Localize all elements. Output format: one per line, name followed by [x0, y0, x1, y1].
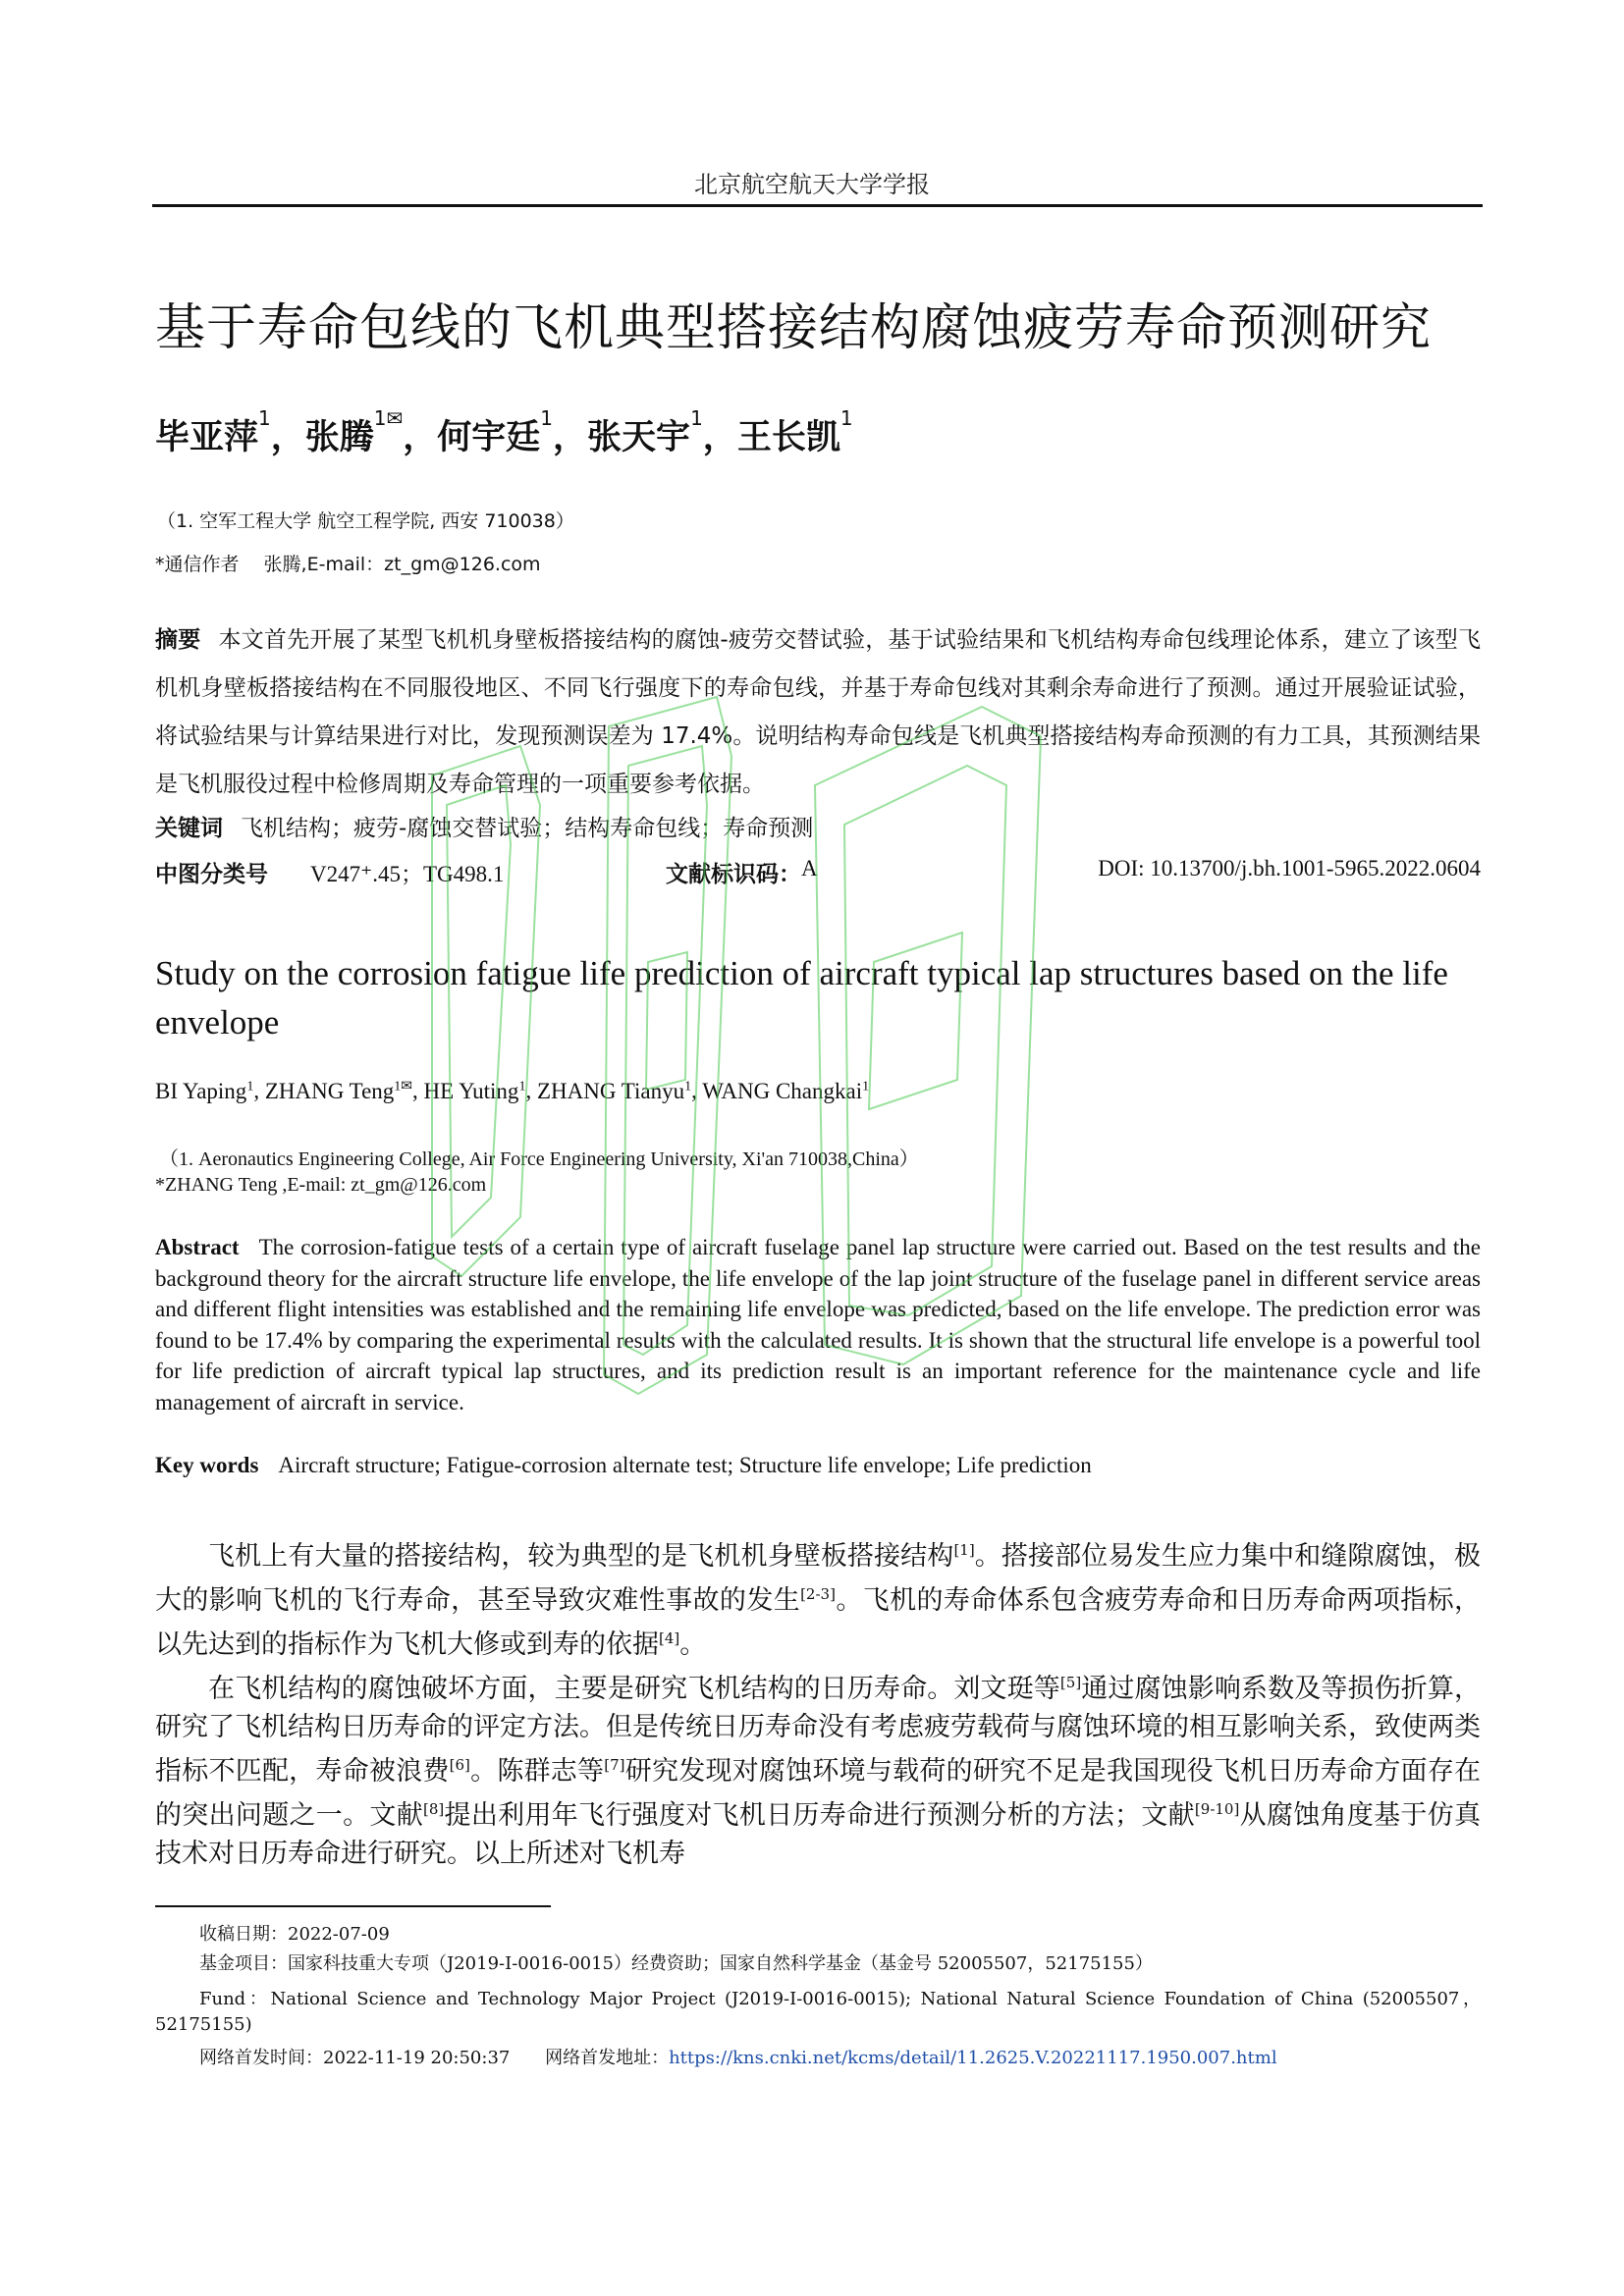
author-affiliation-mark: 1	[540, 406, 554, 430]
abstract-text-cn: 本文首先开展了某型飞机机身壁板搭接结构的腐蚀-疲劳交替试验，基于试验结果和飞机结构寿命包线理论体系，建立了该型飞机机身壁板搭接结构在不同服役地区、不同飞行强度下的寿命包线，并基于寿命包线对其剩余寿命进行了预测。通过开展验证试验，将试验结果与计算结果进行对比，发现预测误差为 17.4%。说明结构寿命包线是飞机典型搭接结构寿命预测的有力工具，其预测结果是飞机服役过程中检修周期及寿命管理的一项重要参考依据。	[155, 627, 1481, 797]
author-name: HE Yuting$^1$	[423, 1078, 526, 1103]
citation-ref: [6]	[449, 1756, 470, 1774]
author-affiliation-mark: 1	[246, 1079, 254, 1094]
author-name: 何宇廷$^1$	[437, 406, 554, 457]
introduction-body	[155, 1531, 1481, 1873]
author-list-cn: 毕亚萍$^1$，张腾$^{1✉}$，何宇廷$^1$，张天宇$^1$，王长凯$^1$	[155, 406, 853, 457]
footnote-fund-en: Fund：National Science and Technology Major Project (J2019-I-0016-0015); National Natural Science Foundation of China (52005507，52175155)	[155, 1989, 1481, 2035]
body-paragraph: 飞机上有大量的搭接结构，较为典型的是飞机机身壁板搭接结构[1]。搭接部位易发生应力集中和缝隙腐蚀，极大的影响飞机的飞行寿命，甚至导致灾难性事故的发生[2-3]。飞机的寿命体系包含疲劳寿命和日历寿命两项指标，以先达到的指标作为飞机大修或到寿的依据[4]。	[155, 1541, 1482, 1660]
affiliation-en: （1. Aeronautics Engineering College, Air Force Engineering University, Xi'an 710038,China）	[159, 1148, 919, 1170]
clc-value: V247⁺.45；TG498.1	[310, 862, 505, 886]
footnote-rule	[155, 1905, 551, 1907]
footnote-received: 收稿日期：2022-07-09	[199, 1924, 390, 1945]
keywords-text-cn: 飞机结构；疲劳-腐蚀交替试验；结构寿命包线；寿命预测	[241, 816, 814, 841]
affiliation-cn: （1. 空军工程大学 航空工程学院, 西安 710038）	[157, 510, 574, 532]
author-name: ZHANG Teng$^{1✉}$	[264, 1078, 413, 1103]
doc-code: 文献标识码： A	[666, 856, 818, 887]
citation-ref: [9-10]	[1194, 1800, 1240, 1818]
citation-ref: [5]	[1059, 1674, 1082, 1691]
author-affiliation-mark: 1✉	[394, 1079, 413, 1094]
author-affiliation-mark: 1	[518, 1079, 526, 1094]
author-name: 张腾$^{1✉}$	[304, 406, 404, 457]
abstract-label-cn: 摘要	[155, 627, 201, 653]
citation-ref: [2-3]	[800, 1585, 836, 1603]
online-url-link[interactable]: https://kns.cnki.net/kcms/detail/11.2625.V.20221117.1950.007.html	[669, 2048, 1277, 2068]
author-name: 毕亚萍$^1$	[155, 406, 271, 457]
author-affiliation-mark: 1	[690, 406, 703, 430]
author-affiliation-mark: 1	[839, 406, 853, 430]
body-paragraph: 在飞机结构的腐蚀破坏方面，主要是研究飞机结构的日历寿命。刘文珽等[5]通过腐蚀影响系数及等损伤折算，研究了飞机结构日历寿命的评定方法。但是传统日历寿命没有考虑疲劳载荷与腐蚀环境的相互影响关系，致使两类指标不匹配，寿命被浪费[6]。陈群志等[7]研究发现对腐蚀环境与载荷的研究不足是我国现役飞机日历寿命方面存在的突出问题之一。文献[8]提出利用年飞行强度对飞机日历寿命进行预测分析的方法；文献[9-10]从腐蚀角度基于仿真技术对日历寿命进行研究。以上所述对飞机寿	[155, 1674, 1482, 1869]
author-name: 张天宇$^1$	[587, 406, 703, 457]
corresponding-author-en: *ZHANG Teng ,E-mail: zt_gm@126.com	[155, 1174, 487, 1196]
corresponding-author-cn: *通信作者 张腾,E-mail：zt_gm@126.com	[155, 554, 541, 575]
author-name: BI Yaping$^1$	[155, 1078, 254, 1103]
keywords-label-cn: 关键词	[155, 816, 223, 841]
author-list-en: BI Yaping$^1$, ZHANG Teng$^{1✉}$, HE Yuting$^1$, ZHANG Tianyu$^1$, WANG Changkai$^1$	[155, 1078, 870, 1103]
abstract-label-en: Abstract	[155, 1235, 240, 1259]
citation-ref: [7]	[604, 1756, 625, 1774]
abstract-text-en: The corrosion-fatigue tests of a certain type of aircraft fuselage panel lap structure were carried out. Based on the test results and the background theory for the aircraft structure life envelope, the life envelope of the lap joint structure of the fuselage panel in different service areas and different flight intensities was established and the remaining life envelope was predicted, based on the life envelope. The prediction error was found to be 17.4% by comparing the experimental results with the calculated results. It is shown that the structural life envelope is a powerful tool for life prediction of aircraft typical lap structures, and its prediction result is an important reference for the maintenance cycle and life management of aircraft in service.	[155, 1235, 1481, 1415]
paper-title-en: Study on the corrosion fatigue life prediction of aircraft typical lap structures based on the life envelope	[155, 954, 1448, 1041]
author-affiliation-mark: 1✉	[373, 406, 404, 430]
keywords-en	[155, 1453, 1092, 1478]
online-time: 2022-11-19 20:50:37	[323, 2048, 511, 2068]
footnote-fund-cn: 基金项目：国家科技重大专项（J2019-I-0016-0015）经费资助；国家自然科学基金（基金号 52005507，52175155）	[199, 1953, 1153, 1974]
author-affiliation-mark: 1	[684, 1079, 692, 1094]
paper-title-cn: 基于寿命包线的飞机典型搭接结构腐蚀疲劳寿命预测研究	[155, 299, 1433, 357]
keywords-text-en: Aircraft structure; Fatigue-corrosion alternate test; Structure life envelope; Life prediction	[278, 1453, 1092, 1477]
keywords-label-en: Key words	[155, 1453, 259, 1477]
author-affiliation-mark: 1	[258, 406, 271, 430]
author-affiliation-mark: 1	[862, 1079, 870, 1094]
doi: DOI: 10.13700/j.bh.1001-5965.2022.0604	[1098, 856, 1481, 881]
author-name: ZHANG Tianyu$^1$	[536, 1078, 692, 1103]
journal-header: 北京航空航天大学学报	[694, 171, 930, 198]
watermark-graphic	[393, 667, 1100, 1433]
clc-label: 中图分类号	[155, 862, 268, 887]
author-name: WANG Changkai$^1$	[702, 1078, 870, 1103]
header-rule	[152, 204, 1483, 207]
footnote-online: 网络首发时间：2022-11-19 20:50:37 网络首发地址：https://kns.cnki.net/kcms/detail/11.2625.V.20221117.1950.007.html	[199, 2048, 1277, 2068]
citation-ref: [4]	[659, 1629, 680, 1647]
citation-ref: [8]	[423, 1800, 445, 1818]
citation-ref: [1]	[953, 1541, 975, 1559]
author-name: 王长凯$^1$	[736, 406, 853, 457]
